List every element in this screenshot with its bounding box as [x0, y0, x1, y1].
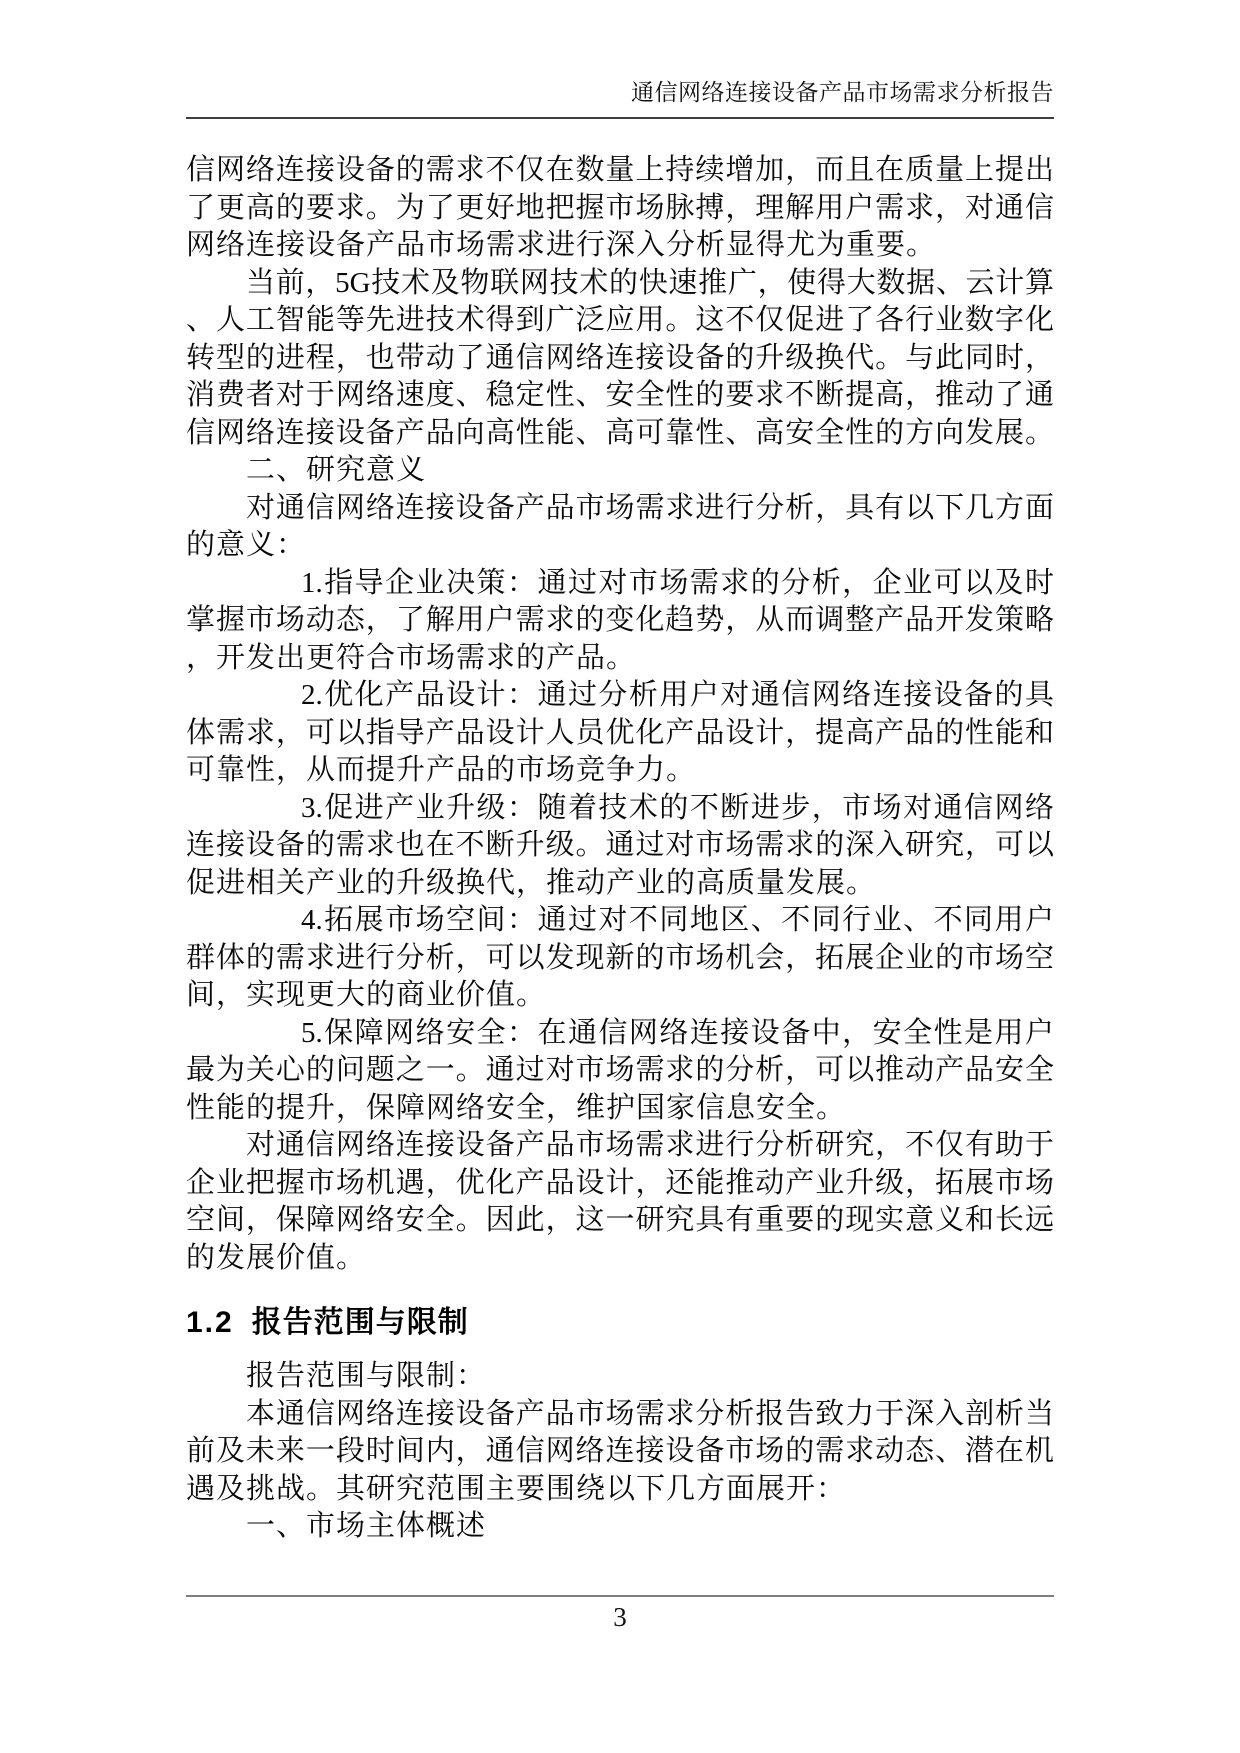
body-line: 当前，5G技术及物联网技术的快速推广，使得大数据、云计算: [246, 266, 1054, 299]
body-line: 掌握市场动态，了解用户需求的变化趋势，从而调整产品开发策略: [186, 604, 1054, 636]
body-line: 2.优化产品设计：通过分析用户对通信网络连接设备的具: [301, 679, 1054, 711]
body-line: 对通信网络连接设备产品市场需求进行分析研究，不仅有助于: [246, 1129, 1054, 1161]
body-line: 1.指导企业决策：通过对市场需求的分析，企业可以及时: [301, 566, 1054, 599]
body-text-block: [186, 152, 1054, 1277]
page-number: 3: [613, 1602, 627, 1632]
body-line: 对通信网络连接设备产品市场需求进行分析，具有以下几方面: [246, 491, 1054, 524]
body-line: 空间，保障网络安全。因此，这一研究具有重要的现实意义和长远: [186, 1204, 1054, 1236]
body-line: 二、研究意义: [246, 454, 427, 486]
body-line: 4.拓展市场空间：通过对不同地区、不同行业、不同用户: [301, 904, 1054, 936]
body-line: 消费者对于网络速度、稳定性、安全性的要求不断提高，推动了通: [186, 379, 1054, 411]
body-line: 信网络连接设备的需求不仅在数量上持续增加，而且在质量上提出: [186, 154, 1054, 186]
body-line: 连接设备的需求也在不断升级。通过对市场需求的深入研究，可以: [186, 829, 1054, 861]
body-line: 性能的提升，保障网络安全，维护国家信息安全。: [186, 1091, 847, 1124]
body-line: 网络连接设备产品市场需求进行深入分析显得尤为重要。: [186, 229, 937, 261]
body-line: 的发展价值。: [186, 1241, 367, 1274]
body-line: 企业把握市场机遇，优化产品设计，还能推动产业升级，拓展市场: [186, 1166, 1054, 1199]
header-title: 通信网络连接设备产品市场需求分析报告: [631, 79, 1054, 105]
body-line: 一、市场主体概述: [246, 1510, 487, 1542]
body-line: 本通信网络连接设备产品市场需求分析报告致力于深入剖析当: [246, 1397, 1054, 1430]
body-text-block-2: [186, 1358, 1054, 1546]
body-line: 5.保障网络安全：在通信网络连接设备中，安全性是用户: [301, 1016, 1054, 1049]
body-line: 的意义：: [186, 529, 307, 561]
body-line: 体需求，可以指导产品设计人员优化产品设计，提高产品的性能和: [186, 716, 1054, 749]
body-line: 报告范围与限制：: [246, 1360, 487, 1392]
section-heading: [186, 1300, 469, 1346]
body-line: ，开发出更符合市场需求的产品。: [186, 641, 637, 674]
section-title: 报告范围与限制: [251, 1306, 469, 1339]
body-line: 前及未来一段时间内，通信网络连接设备市场的需求动态、潜在机: [186, 1435, 1054, 1467]
body-line: 3.促进产业升级：随着技术的不断进步，市场对通信网络: [301, 791, 1054, 824]
footer-rule: [186, 1595, 1054, 1597]
body-line: 信网络连接设备产品向高性能、高可靠性、高安全性的方向发展。: [186, 416, 1054, 449]
body-line: 了更高的要求。为了更好地把握市场脉搏，理解用户需求，对通信: [186, 191, 1054, 224]
body-line: 转型的进程，也带动了通信网络连接设备的升级换代。与此同时，: [186, 341, 1054, 374]
body-line: 促进相关产业的升级换代，推动产业的高质量发展。: [186, 866, 877, 899]
body-line: 群体的需求进行分析，可以发现新的市场机会，拓展企业的市场空: [186, 941, 1054, 974]
body-line: 最为关心的问题之一。通过对市场需求的分析，可以推动产品安全: [186, 1054, 1054, 1086]
body-line: 间，实现更大的商业价值。: [186, 979, 547, 1011]
section-number: 1.2: [186, 1306, 234, 1339]
page-header: [186, 0, 1054, 119]
body-line: 遇及挑战。其研究范围主要围绕以下几方面展开：: [186, 1472, 847, 1505]
body-line: 可靠性，从而提升产品的市场竞争力。: [186, 754, 697, 786]
body-line: 、人工智能等先进技术得到广泛应用。这不仅促进了各行业数字化: [186, 304, 1054, 336]
